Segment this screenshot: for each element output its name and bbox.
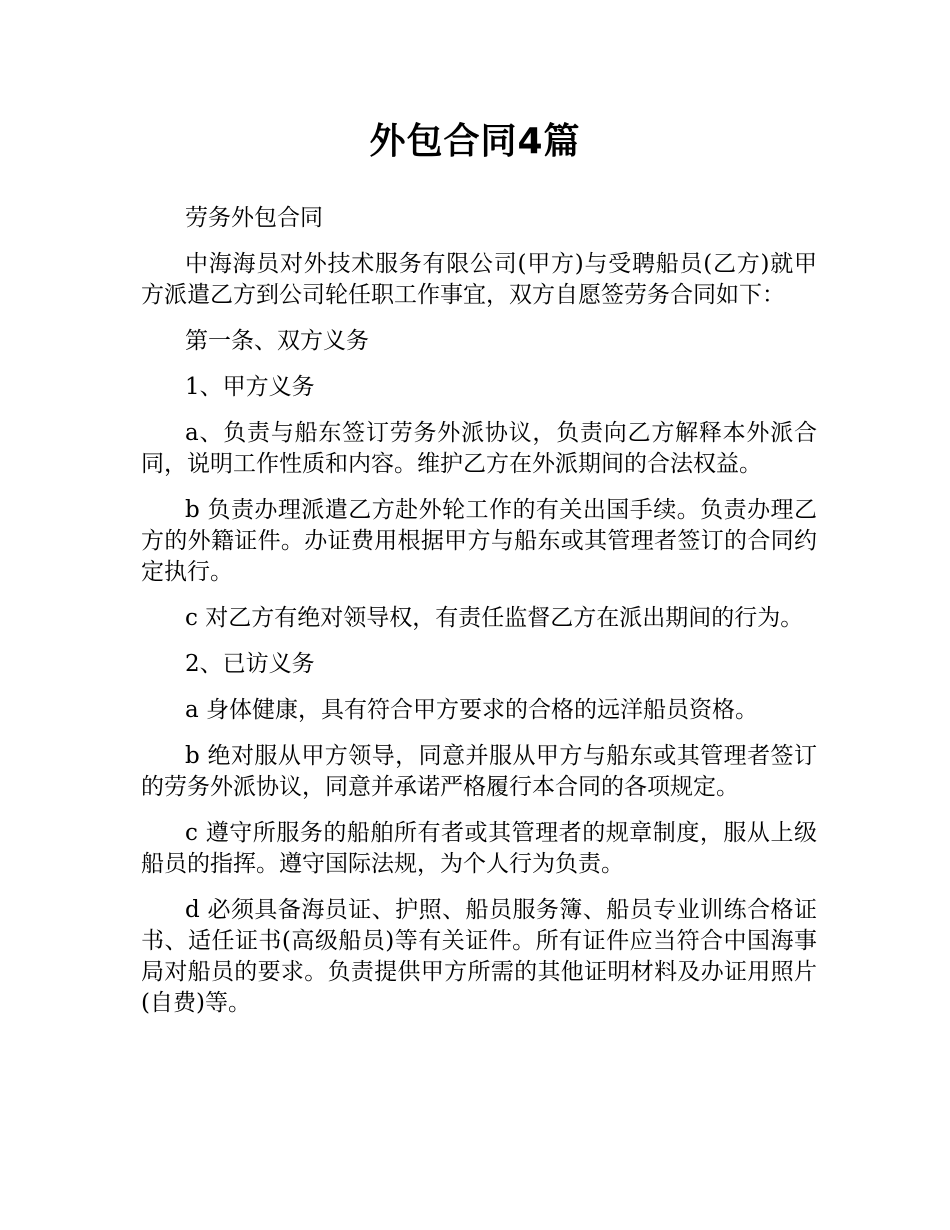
- paragraph-party-a-duty-b: b 负责办理派遣乙方赴外轮工作的有关出国手续。负责办理乙方的外籍证件。办证费用根据甲方与船东或其管理者签订的合同约定执行。: [141, 497, 817, 585]
- document-body: [141, 203, 817, 1034]
- paragraph-preamble: 中海海员对外技术服务有限公司(甲方)与受聘船员(乙方)就甲方派遣乙方到公司轮任职工作事宜，双方自愿签劳务合同如下：: [141, 251, 817, 308]
- paragraph-party-b-duty-b: b 绝对服从甲方领导，同意并服从甲方与船东或其管理者签订的劳务外派协议，同意并承诺严格履行本合同的各项规定。: [141, 743, 817, 800]
- paragraph-party-b-duty-a: a 身体健康，具有符合甲方要求的合格的远洋船员资格。: [185, 697, 759, 723]
- document-title: 外包合同4篇: [369, 121, 581, 162]
- paragraph-party-b-duty-c: c 遵守所服务的船舶所有者或其管理者的规章制度，服从上级船员的指挥。遵守国际法规，为个人行为负责。: [141, 820, 817, 877]
- paragraph-party-b-duties-heading: 2、已访义务: [185, 651, 315, 677]
- paragraph-party-a-duty-a: a、负责与船东签订劳务外派协议，负责向乙方解释本外派合同，说明工作性质和内容。维护乙方在外派期间的合法权益。: [141, 420, 817, 477]
- paragraph-contract-name: 劳务外包合同: [185, 205, 323, 231]
- paragraph-party-a-duties-heading: 1、甲方义务: [185, 374, 315, 400]
- paragraph-party-b-duty-d: d 必须具备海员证、护照、船员服务簿、船员专业训练合格证书、适任证书(高级船员)等有关证件。所有证件应当符合中国海事局对船员的要求。负责提供甲方所需的其他证明材料及办证用照片(自费)等。: [141, 897, 817, 1016]
- paragraph-article-1-heading: 第一条、双方义务: [185, 328, 369, 354]
- paragraph-party-a-duty-c: c 对乙方有绝对领导权，有责任监督乙方在派出期间的行为。: [185, 605, 804, 631]
